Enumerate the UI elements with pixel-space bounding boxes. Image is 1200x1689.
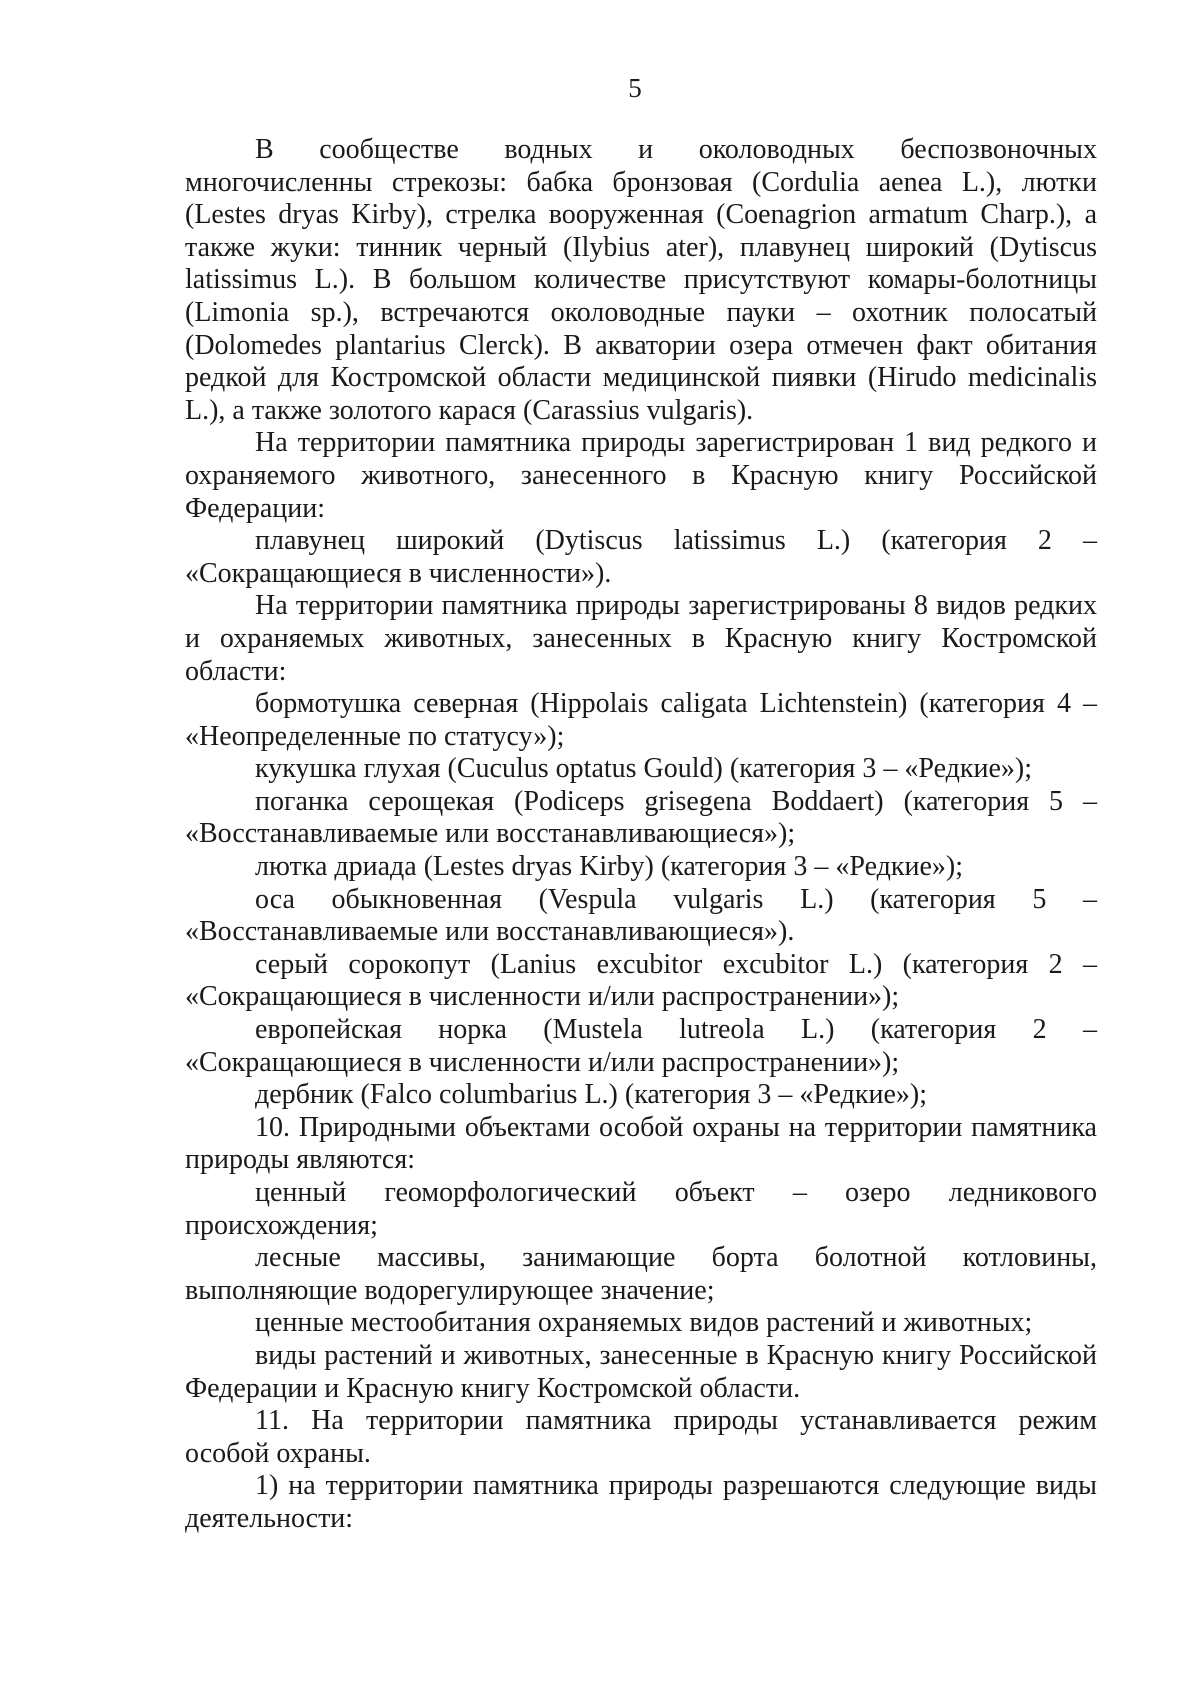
paragraph-permitted-activities: 1) на территории памятника природы разрешаются следующие виды деятельности: [185, 1470, 1097, 1534]
list-item-lake: ценный геоморфологический объект – озеро ледникового происхождения; [185, 1177, 1097, 1241]
list-item-podiceps: поганка серощекая (Podiceps grisegena Boddaert) (категория 5 – «Восстанавливаемые или восстанавливающиеся»); [185, 785, 1097, 850]
list-item-cuculus: кукушка глухая (Cuculus optatus Gould) (категория 3 – «Редкие»); [255, 753, 1033, 785]
list-item-hippolais: бормотушка северная (Hippolais caligata Lichtenstein) (категория 4 – «Неопределенные по статусу»); [185, 688, 1097, 752]
list-item-mustela: европейская норка (Mustela lutreola L.) (категория 2 – «Сокращающиеся в численности и/или распространении»); [185, 1014, 1097, 1078]
paragraph-section-10: 10. Природными объектами особой охраны на территории памятника природы являются: [185, 1111, 1097, 1176]
list-item-species: виды растений и животных, занесенные в Красную книгу Российской Федерации и Красную книгу Костромской области. [185, 1339, 1097, 1404]
list-item-lanius: серый сорокопут (Lanius excubitor excubitor L.) (категория 2 – «Сокращающиеся в численности и/или распространении»); [185, 948, 1097, 1013]
paragraph-invertebrates: В сообществе водных и околоводных беспозвоночных многочисленны стрекозы: бабка бронзовая (Cordulia aenea L.), лютки (Lestes dryas Kirby), стрелка вооруженная (Coenagrion armatum Charp.), а также жуки: тинник черный (Ilybius ater), плавунец широкий (Dytiscus latissimus L.). В большом количестве присутствуют комары-болотницы (Limonia sp.), встречаются околоводные пауки – охотник полосатый (Dolomedes plantarius Clerck). В акватории озера отмечен факт обитания редкой для Костромской области медицинской пиявки (Hirudo medicinalis L.), а также золотого карася (Carassius vulgaris). [185, 134, 1097, 426]
list-item-forests: лесные массивы, занимающие борта болотной котловины, выполняющие водорегулирующее значение; [185, 1242, 1097, 1306]
paragraph-rf-red-book-intro: На территории памятника природы зарегистрирован 1 вид редкого и охраняемого животного, занесенного в Красную книгу Российской Федерации: [185, 427, 1097, 524]
list-item-habitats: ценные местообитания охраняемых видов растений и животных; [255, 1307, 1033, 1339]
list-item-dytiscus: плавунец широкий (Dytiscus latissimus L.) (категория 2 – «Сокращающиеся в численности»). [185, 525, 1097, 589]
paragraph-section-11: 11. На территории памятника природы устанавливается режим особой охраны. [185, 1405, 1097, 1469]
list-item-lestes: лютка дриада (Lestes dryas Kirby) (категория 3 – «Редкие»); [255, 851, 963, 883]
page-number: 5 [628, 73, 642, 103]
paragraph-kostroma-red-book-intro: На территории памятника природы зарегистрированы 8 видов редких и охраняемых животных, занесенных в Красную книгу Костромской области: [185, 590, 1097, 687]
document-body [185, 134, 1097, 1536]
list-item-vespula: оса обыкновенная (Vespula vulgaris L.) (категория 5 – «Восстанавливаемые или восстанавливающиеся»). [185, 883, 1097, 948]
list-item-falco: дербник (Falco columbarius L.) (категория 3 – «Редкие»); [255, 1079, 928, 1111]
